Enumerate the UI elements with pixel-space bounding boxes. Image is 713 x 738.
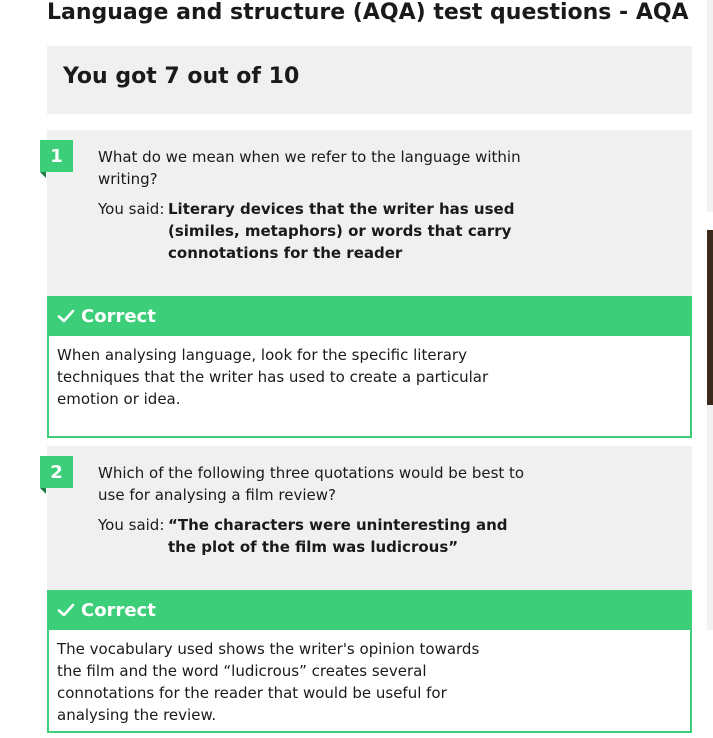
result-bar: [47, 590, 692, 630]
score-summary: [47, 46, 692, 114]
question-text: What do we mean when we refer to the language within writing?: [98, 148, 521, 188]
explanation-box: [47, 630, 692, 733]
question-text: Which of the following three quotations would be best to use for analysing a film review?: [98, 464, 525, 504]
score-text: You got 7 out of 10: [63, 64, 300, 89]
result-label: Correct: [81, 599, 156, 621]
side-content-strip: [707, 405, 713, 630]
you-said-label: You said:: [98, 516, 165, 534]
check-icon: [57, 307, 75, 325]
side-content-strip: [707, 0, 713, 212]
question-card-2: [47, 446, 692, 733]
user-answer: Literary devices that the writer has used (similes, metaphors) or words that carry connotations for the reader: [168, 200, 515, 262]
question-number-badge: 2: [40, 456, 73, 488]
badge-fold: [40, 488, 46, 494]
page-title: Language and structure (AQA) test questions - AQA: [47, 0, 689, 25]
badge-fold: [40, 172, 46, 178]
check-icon: [57, 601, 75, 619]
question-card-1: [47, 130, 692, 438]
you-said-label: You said:: [98, 200, 165, 218]
explanation-text: The vocabulary used shows the writer's opinion towards the film and the word “ludicrous” creates several connotations for the reader that would be useful for analysing the review.: [57, 640, 480, 724]
result-bar: [47, 296, 692, 336]
result-label: Correct: [81, 305, 156, 327]
explanation-box: [47, 336, 692, 438]
question-number-badge: 1: [40, 140, 73, 172]
user-answer: “The characters were uninteresting and the plot of the film was ludicrous”: [168, 516, 508, 556]
side-image-fragment: [707, 230, 713, 405]
explanation-text: When analysing language, look for the specific literary techniques that the writer has used to create a particular emotion or idea.: [57, 346, 489, 408]
